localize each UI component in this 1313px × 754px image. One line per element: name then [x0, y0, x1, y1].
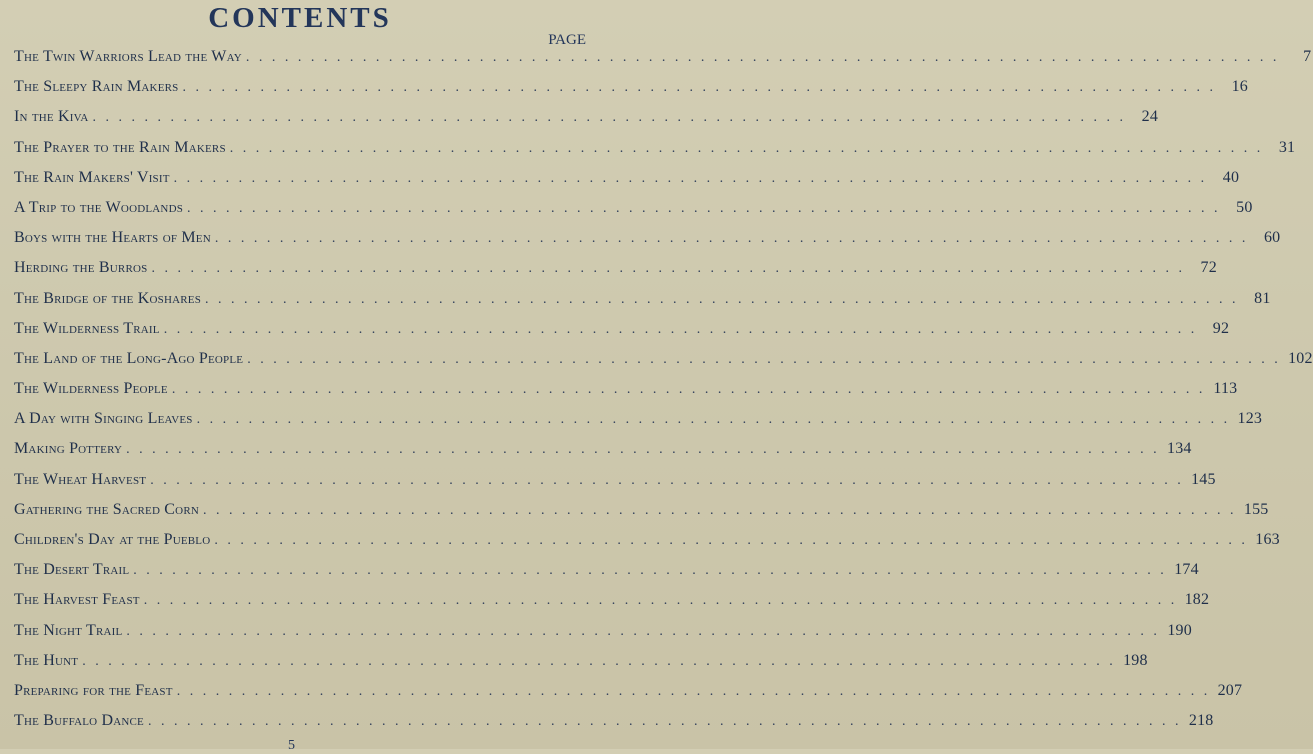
toc-entry: [14, 289, 1271, 320]
dot-leader: . . . . . . . . . . . . . . . . . . . . . . . . . . . . . . . . . . . . . . . . . . . . . . . . . . . . . . . . . . . . . . . . . . . . . . . . . . . . . . . .: [245, 50, 1280, 65]
toc-entry-page: 182: [1184, 591, 1210, 609]
toc-entry-page: 81: [1254, 289, 1271, 307]
toc-entry-title: The Harvest Feast: [14, 591, 140, 609]
table-of-contents: [14, 48, 1313, 742]
toc-entry-title: Herding the Burros: [14, 259, 148, 277]
toc-entry-title: Preparing for the Feast: [14, 681, 173, 699]
toc-entry-page: 190: [1167, 621, 1192, 639]
toc-entry-title: The Rain Makers' Visit: [14, 168, 170, 186]
dot-leader: . . . . . . . . . . . . . . . . . . . . . . . . . . . . . . . . . . . . . . . . . . . . . . . . . . . . . . . . . . . . . . . . . . . . . . . . . . . . . . . .: [214, 533, 1248, 548]
toc-entry: [14, 531, 1280, 561]
toc-entry-page: 134: [1167, 440, 1192, 458]
toc-entry-title: The Night Trail: [14, 621, 123, 639]
dot-leader: . . . . . . . . . . . . . . . . . . . . . . . . . . . . . . . . . . . . . . . . . . . . . . . . . . . . . . . . . . . . . . . . . . . . . . . . . . . . . . . .: [229, 140, 1264, 156]
dot-leader: . . . . . . . . . . . . . . . . . . . . . . . . . . . . . . . . . . . . . . . . . . . . . . . . . . . . . . . . . . . . . . . . . . . . . . . . . . . . . . . .: [163, 321, 1198, 337]
toc-entry: [14, 108, 1159, 138]
dot-leader: . . . . . . . . . . . . . . . . . . . . . . . . . . . . . . . . . . . . . . . . . . . . . . . . . . . . . . . . . . . . . . . . . . . . . . . . . . . . . . . .: [150, 472, 1184, 488]
toc-entry-page: 92: [1212, 319, 1230, 337]
toc-entry: [14, 48, 1312, 78]
toc-entry-page: 7: [1303, 48, 1312, 65]
toc-entry: [14, 681, 1243, 712]
toc-entry-page: 198: [1123, 651, 1148, 669]
toc-entry: [14, 138, 1296, 169]
toc-entry-page: 24: [1141, 108, 1159, 126]
toc-entry-page: 163: [1255, 531, 1280, 548]
toc-entry-title: The Wheat Harvest: [14, 470, 147, 488]
dot-leader: . . . . . . . . . . . . . . . . . . . . . . . . . . . . . . . . . . . . . . . . . . . . . . . . . . . . . . . . . . . . . . . . . . . . . . . . . . . . . . . .: [133, 563, 1167, 579]
dot-leader: . . . . . . . . . . . . . . . . . . . . . . . . . . . . . . . . . . . . . . . . . . . . . . . . . . . . . . . . . . . . . . . . . . . . . . . . . . . . . . . .: [205, 291, 1239, 307]
toc-entry: [14, 319, 1230, 350]
toc-entry-page: 16: [1231, 78, 1248, 96]
toc-entry: [14, 621, 1192, 652]
toc-entry: [14, 229, 1281, 259]
dot-leader: . . . . . . . . . . . . . . . . . . . . . . . . . . . . . . . . . . . . . . . . . . . . . . . . . . . . . . . . . . . . . . . . . . . . . . . . . . . . . . . .: [187, 200, 1221, 216]
dot-leader: . . . . . . . . . . . . . . . . . . . . . . . . . . . . . . . . . . . . . . . . . . . . . . . . . . . . . . . . . . . . . . . . . . . . . . . . . . . . . . . .: [196, 412, 1231, 428]
dot-leader: . . . . . . . . . . . . . . . . . . . . . . . . . . . . . . . . . . . . . . . . . . . . . . . . . . . . . . . . . . . . . . . . . . . . . . . . . . . . . . . .: [151, 261, 1185, 277]
toc-entry: [14, 78, 1248, 108]
toc-entry-page: 145: [1191, 470, 1216, 488]
toc-entry-title: The Wilderness People: [14, 380, 168, 398]
toc-entry: [14, 470, 1216, 501]
dot-leader: . . . . . . . . . . . . . . . . . . . . . . . . . . . . . . . . . . . . . . . . . . . . . . . . . . . . . . . . . . . . . . . . . . . . . . . . . . . . . . . .: [173, 170, 1208, 186]
toc-entry-title: A Day with Singing Leaves: [14, 410, 193, 428]
toc-entry-title: The Land of the Long-Ago People: [14, 349, 244, 367]
toc-entry-title: The Buffalo Dance: [14, 712, 144, 730]
dot-leader: . . . . . . . . . . . . . . . . . . . . . . . . . . . . . . . . . . . . . . . . . . . . . . . . . . . . . . . . . . . . . . . . . . . . . . . . . . . . . . . .: [126, 623, 1160, 639]
toc-entry-title: The Twin Warriors Lead the Way: [14, 48, 242, 65]
toc-entry-page: 174: [1174, 561, 1199, 579]
toc-entry: [14, 651, 1148, 682]
dot-leader: . . . . . . . . . . . . . . . . . . . . . . . . . . . . . . . . . . . . . . . . . . . . . . . . . . . . . . . . . . . . . . . . . . . . . . . . . . . . . . . .: [143, 593, 1178, 609]
toc-entry: [14, 198, 1253, 229]
toc-entry-title: The Desert Trail: [14, 561, 130, 579]
toc-entry-title: The Hunt: [14, 651, 79, 669]
toc-entry-page: 31: [1278, 138, 1296, 156]
toc-entry-title: Boys with the Hearts of Men: [14, 229, 211, 247]
toc-entry: [14, 712, 1214, 742]
toc-entry-page: 113: [1213, 380, 1238, 398]
toc-entry-title: A Trip to the Woodlands: [14, 198, 184, 216]
page-column-header: PAGE: [548, 32, 586, 48]
page-folio: 5: [288, 738, 295, 753]
toc-entry-title: The Bridge of the Koshares: [14, 289, 202, 307]
dot-leader: . . . . . . . . . . . . . . . . . . . . . . . . . . . . . . . . . . . . . . . . . . . . . . . . . . . . . . . . . . . . . . . . . . . . . . . . . . . . . . . .: [214, 231, 1249, 247]
toc-entry: [14, 168, 1240, 199]
toc-entry: [14, 410, 1263, 440]
toc-entry-title: The Prayer to the Rain Makers: [14, 138, 226, 156]
page-title: CONTENTS: [208, 2, 392, 34]
toc-entry-title: Making Pottery: [14, 440, 123, 458]
toc-entry-title: In the Kiva: [14, 108, 89, 126]
dot-leader: . . . . . . . . . . . . . . . . . . . . . . . . . . . . . . . . . . . . . . . . . . . . . . . . . . . . . . . . . . . . . . . . . . . . . . . . . . . . . . . .: [247, 351, 1281, 367]
toc-entry-title: The Sleepy Rain Makers: [14, 78, 179, 96]
toc-entry-title: The Wilderness Trail: [14, 319, 160, 337]
dot-leader: . . . . . . . . . . . . . . . . . . . . . . . . . . . . . . . . . . . . . . . . . . . . . . . . . . . . . . . . . . . . . . . . . . . . . . . . . . . . . . . .: [92, 110, 1127, 126]
toc-entry-page: 60: [1263, 229, 1281, 247]
dot-leader: . . . . . . . . . . . . . . . . . . . . . . . . . . . . . . . . . . . . . . . . . . . . . . . . . . . . . . . . . . . . . . . . . . . . . . . . . . . . . . . .: [126, 442, 1160, 458]
toc-entry: [14, 259, 1217, 289]
toc-entry-page: 123: [1237, 410, 1263, 428]
dot-leader: . . . . . . . . . . . . . . . . . . . . . . . . . . . . . . . . . . . . . . . . . . . . . . . . . . . . . . . . . . . . . . . . . . . . . . . . . . . . . . . .: [176, 683, 1211, 699]
dot-leader: . . . . . . . . . . . . . . . . . . . . . . . . . . . . . . . . . . . . . . . . . . . . . . . . . . . . . . . . . . . . . . . . . . . . . . . . . . . . . . . .: [182, 80, 1216, 96]
dot-leader: . . . . . . . . . . . . . . . . . . . . . . . . . . . . . . . . . . . . . . . . . . . . . . . . . . . . . . . . . . . . . . . . . . . . . . . . . . . . . . . .: [171, 382, 1206, 398]
toc-entry: [14, 500, 1269, 531]
toc-entry: [14, 591, 1210, 621]
dot-leader: . . . . . . . . . . . . . . . . . . . . . . . . . . . . . . . . . . . . . . . . . . . . . . . . . . . . . . . . . . . . . . . . . . . . . . . . . . . . . . . .: [203, 502, 1237, 518]
toc-entry-page: 50: [1236, 198, 1253, 216]
toc-entry-page: 207: [1217, 681, 1243, 699]
toc-entry-page: 72: [1200, 259, 1217, 277]
toc-entry: [14, 380, 1238, 410]
toc-entry-page: 218: [1188, 712, 1214, 730]
toc-entry: [14, 349, 1313, 380]
toc-entry: [14, 440, 1192, 470]
toc-entry-page: 155: [1243, 500, 1269, 518]
dot-leader: . . . . . . . . . . . . . . . . . . . . . . . . . . . . . . . . . . . . . . . . . . . . . . . . . . . . . . . . . . . . . . . . . . . . . . . . . . . . . . . .: [82, 653, 1116, 669]
toc-entry-title: Children's Day at the Pueblo: [14, 531, 211, 548]
toc-entry-page: 40: [1222, 168, 1240, 186]
toc-entry: [14, 561, 1199, 591]
toc-entry-page: 102: [1288, 349, 1313, 367]
toc-entry-title: Gathering the Sacred Corn: [14, 500, 200, 518]
dot-leader: . . . . . . . . . . . . . . . . . . . . . . . . . . . . . . . . . . . . . . . . . . . . . . . . . . . . . . . . . . . . . . . . . . . . . . . . . . . . . . . .: [147, 714, 1182, 730]
